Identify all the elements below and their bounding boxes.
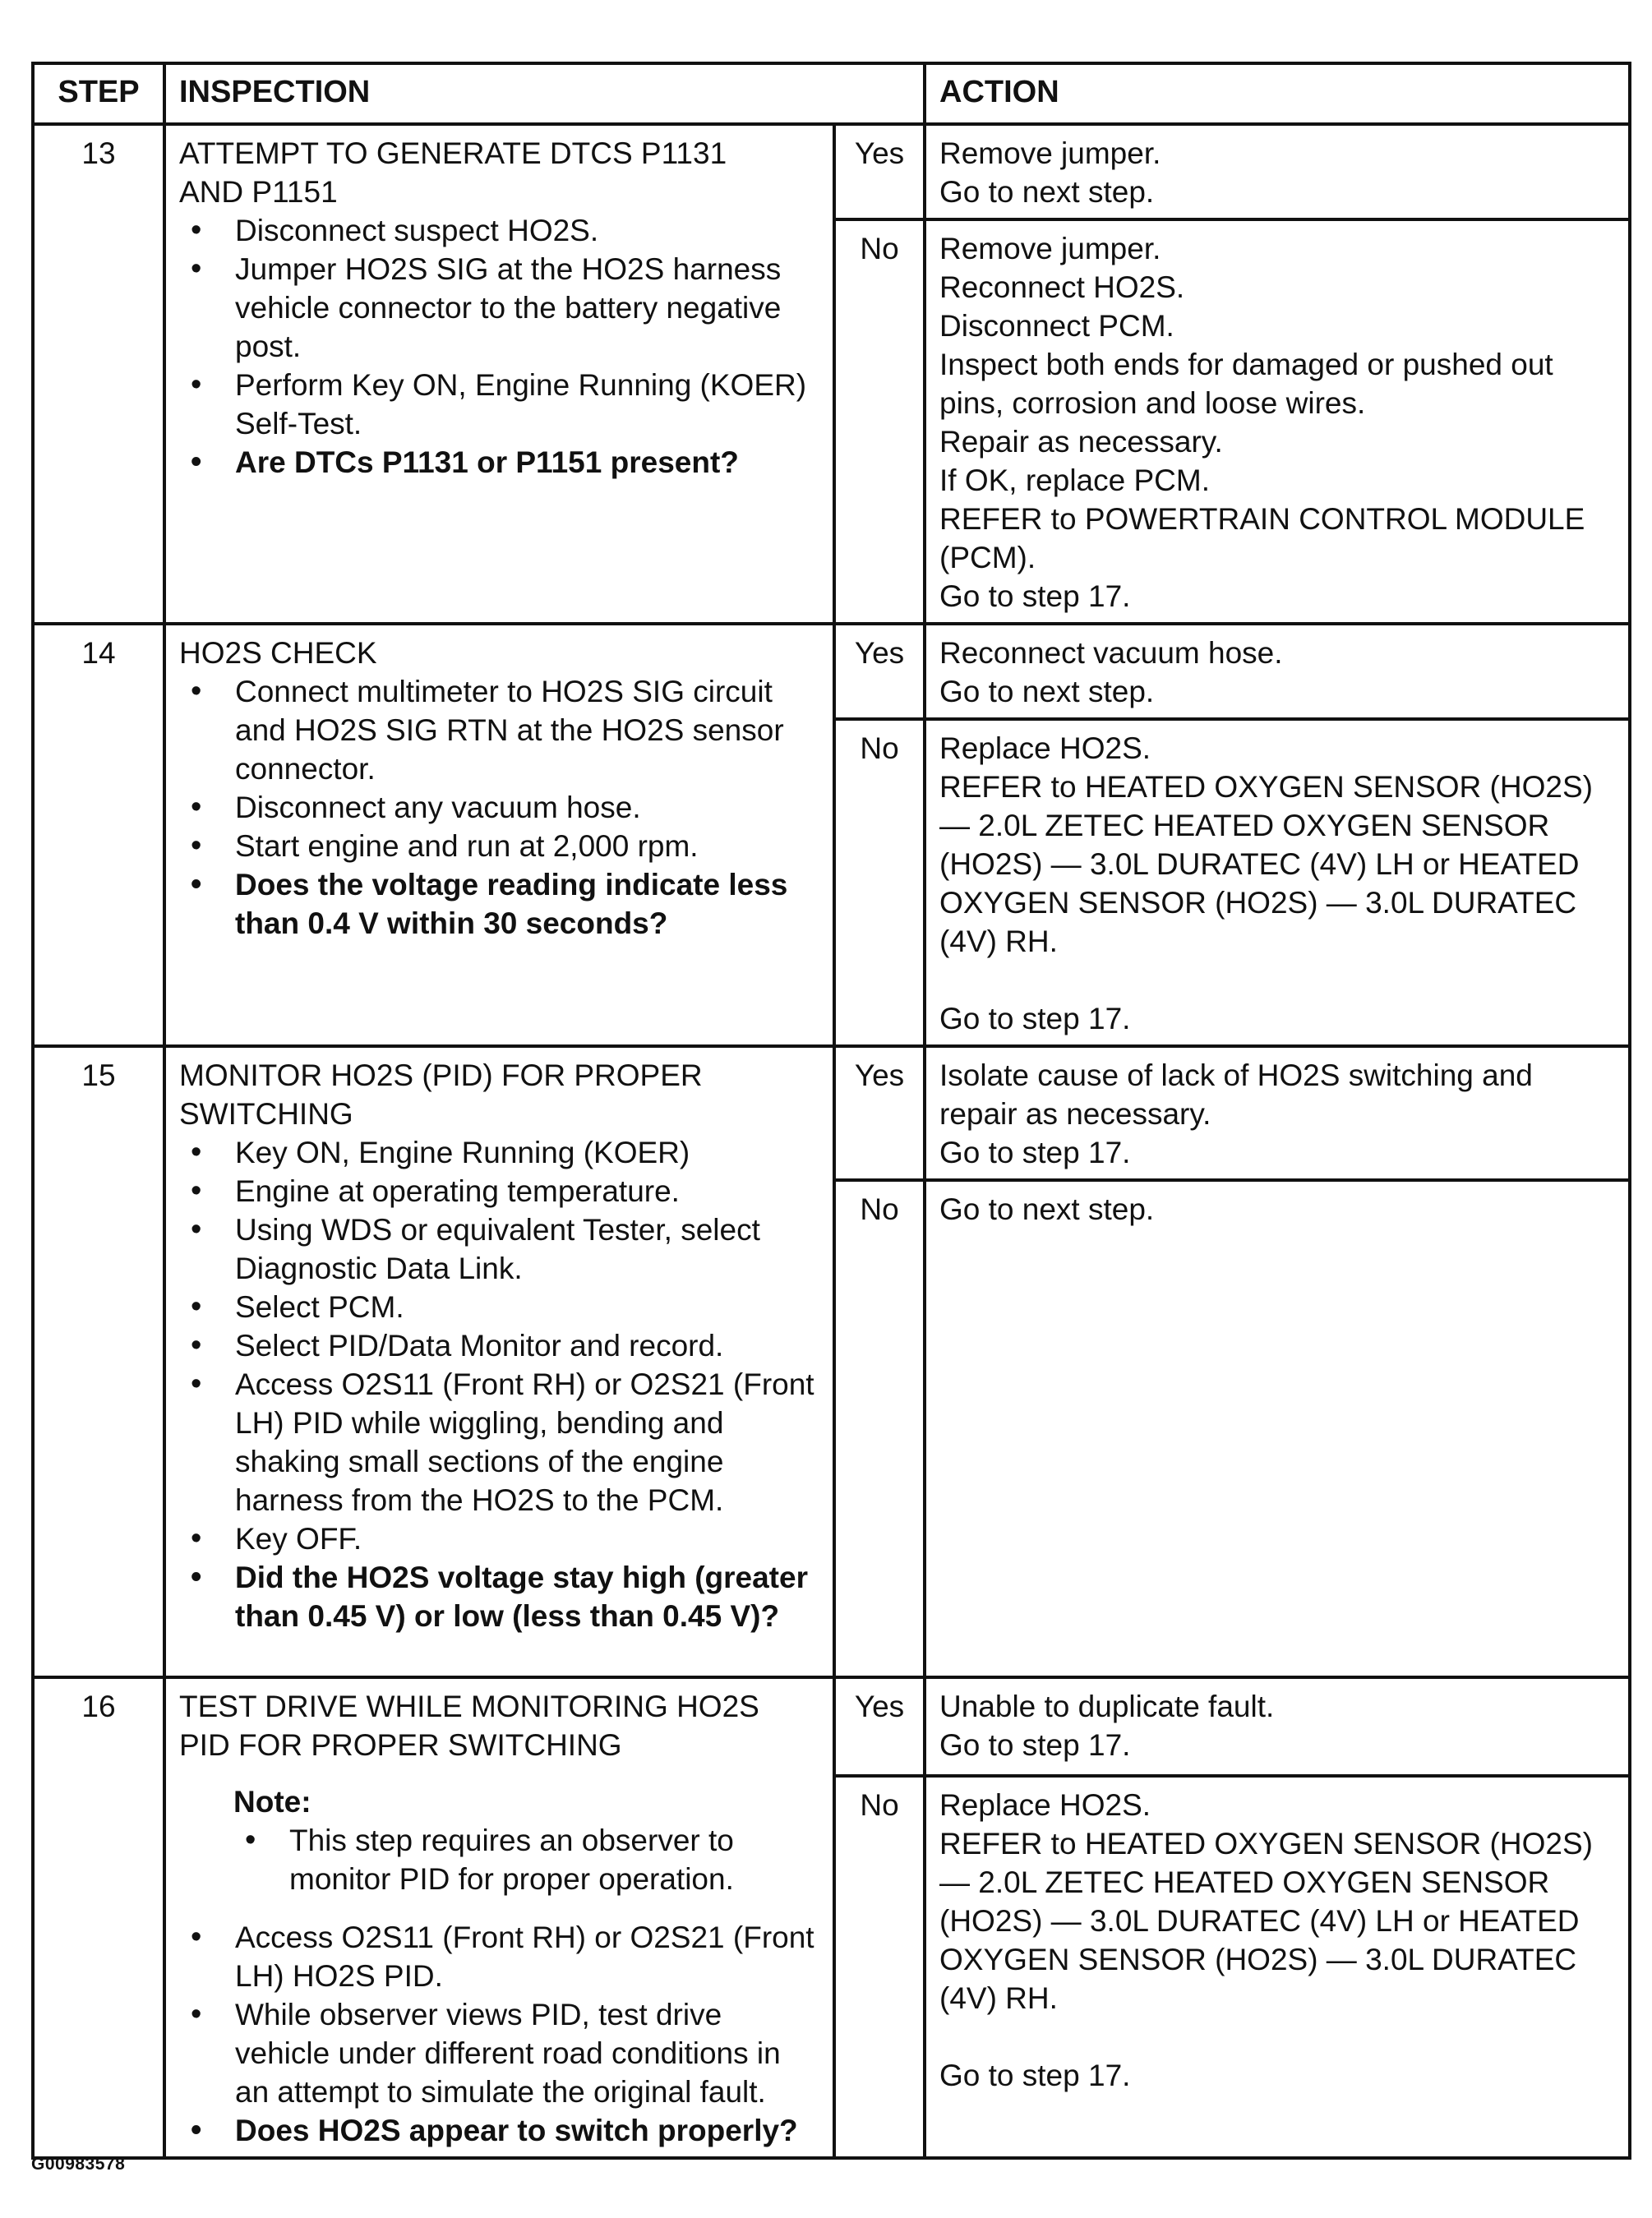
diagnostic-table xyxy=(31,62,1631,2160)
action-line: If OK, replace PCM. xyxy=(939,463,1210,497)
action-line: Go to next step. xyxy=(939,675,1155,708)
no-action xyxy=(925,1776,1630,2158)
inspection-bullets xyxy=(179,672,819,943)
step-number: 16 xyxy=(33,1677,164,2158)
inspection-title: SWITCHING xyxy=(179,1097,353,1131)
action-line xyxy=(939,2017,1615,2056)
inspection-bullet: • Using WDS or equivalent Tester, select Diagnostic Data Link. xyxy=(179,1210,819,1288)
step-number: 14 xyxy=(33,624,164,1046)
step-number: 13 xyxy=(33,124,164,624)
inspection-title: AND P1151 xyxy=(179,175,338,209)
no-label: No xyxy=(834,1180,925,1677)
no-action xyxy=(925,219,1630,624)
inspection-cell xyxy=(164,124,834,624)
inspection-bullet: • Start engine and run at 2,000 rpm. xyxy=(179,827,819,865)
inspection-question: • Does HO2S appear to switch properly? xyxy=(179,2111,819,2150)
action-line: Reconnect HO2S. xyxy=(939,270,1185,304)
inspection-question: • Does the voltage reading indicate less than 0.4 V within 30 seconds? xyxy=(179,865,819,943)
inspection-title: PID FOR PROPER SWITCHING xyxy=(179,1728,622,1762)
note-label: Note: xyxy=(233,1785,311,1819)
yes-action xyxy=(925,1677,1630,1776)
inspection-cell xyxy=(164,1677,834,2158)
action-line: Reconnect vacuum hose. xyxy=(939,636,1283,670)
yes-label: Yes xyxy=(834,624,925,719)
step-row xyxy=(33,124,1630,219)
yes-action xyxy=(925,124,1630,219)
note-block xyxy=(233,1782,819,1898)
inspection-bullet: • Engine at operating temperature. xyxy=(179,1172,819,1210)
no-label: No xyxy=(834,219,925,624)
figure-id: G00983578 xyxy=(31,2155,126,2174)
inspection-title: MONITOR HO2S (PID) FOR PROPER xyxy=(179,1058,703,1092)
action-line: Replace HO2S. xyxy=(939,731,1151,765)
action-line xyxy=(939,961,1615,999)
action-line: Go to step 17. xyxy=(939,1136,1131,1169)
inspection-bullet: • Perform Key ON, Engine Running (KOER) Self-Test. xyxy=(179,366,819,443)
inspection-bullet: • Disconnect suspect HO2S. xyxy=(179,211,819,250)
action-line: REFER to HEATED OXYGEN SENSOR (HO2S) — 2.0L ZETEC HEATED OXYGEN SENSOR (HO2S) — 3.0L DURATEC (4V) LH or HEATED OXYGEN SENSOR (HO2S) — 3.0L DURATEC (4V) RH. xyxy=(939,770,1593,958)
inspection-question: • Are DTCs P1131 or P1151 present? xyxy=(179,443,819,482)
inspection-bullet: • While observer views PID, test drive vehicle under different road conditions in an attempt to simulate the original fault. xyxy=(179,1995,819,2111)
inspection-bullet: • Jumper HO2S SIG at the HO2S harness vehicle connector to the battery negative post. xyxy=(179,250,819,366)
no-action xyxy=(925,1180,1630,1677)
action-line: Go to step 17. xyxy=(939,2058,1131,2092)
inspection-question: • Did the HO2S voltage stay high (greater than 0.45 V) or low (less than 0.45 V)? xyxy=(179,1558,819,1635)
action-line: Isolate cause of lack of HO2S switching and repair as necessary. xyxy=(939,1058,1533,1131)
inspection-bullet: • Key ON, Engine Running (KOER) xyxy=(179,1133,819,1172)
action-line: Remove jumper. xyxy=(939,136,1161,170)
inspection-bullets xyxy=(179,1133,819,1635)
action-line: Unable to duplicate fault. xyxy=(939,1690,1275,1723)
inspection-bullet: • Key OFF. xyxy=(179,1519,819,1558)
step-row xyxy=(33,1677,1630,1776)
action-line: Inspect both ends for damaged or pushed out pins, corrosion and loose wires. xyxy=(939,348,1553,420)
inspection-bullets xyxy=(179,1918,819,2150)
step-row xyxy=(33,1046,1630,1180)
action-line: REFER to HEATED OXYGEN SENSOR (HO2S) — 2.0L ZETEC HEATED OXYGEN SENSOR (HO2S) — 3.0L DURATEC (4V) LH or HEATED OXYGEN SENSOR (HO2S) — 3.0L DURATEC (4V) RH. xyxy=(939,1826,1593,2015)
step-header: STEP xyxy=(33,63,164,124)
action-line: Go to step 17. xyxy=(939,1728,1131,1762)
action-line: Replace HO2S. xyxy=(939,1787,1151,1822)
inspection-header: INSPECTION xyxy=(164,63,925,124)
action-line: Disconnect PCM. xyxy=(939,309,1174,343)
yes-label: Yes xyxy=(834,1046,925,1180)
yes-label: Yes xyxy=(834,1677,925,1776)
step-number: 15 xyxy=(33,1046,164,1677)
inspection-cell xyxy=(164,624,834,1046)
inspection-cell xyxy=(164,1046,834,1677)
inspection-bullet: • Select PID/Data Monitor and record. xyxy=(179,1326,819,1365)
inspection-bullets xyxy=(179,211,819,482)
action-line: Go to step 17. xyxy=(939,579,1131,613)
no-label: No xyxy=(834,719,925,1046)
inspection-title: ATTEMPT TO GENERATE DTCS P1131 xyxy=(179,136,727,170)
action-line: Repair as necessary. xyxy=(939,425,1223,459)
action-line: Go to step 17. xyxy=(939,1002,1131,1035)
no-label: No xyxy=(834,1776,925,2158)
yes-action xyxy=(925,624,1630,719)
action-line: REFER to POWERTRAIN CONTROL MODULE (PCM). xyxy=(939,502,1585,574)
inspection-bullet: • Select PCM. xyxy=(179,1288,819,1326)
inspection-bullet: • Connect multimeter to HO2S SIG circuit and HO2S SIG RTN at the HO2S sensor connector. xyxy=(179,672,819,788)
inspection-title: HO2S CHECK xyxy=(179,636,377,670)
inspection-title: TEST DRIVE WHILE MONITORING HO2S xyxy=(179,1690,759,1723)
action-line: Go to next step. xyxy=(939,1192,1155,1226)
step-row xyxy=(33,624,1630,719)
inspection-bullet: • Access O2S11 (Front RH) or O2S21 (Front LH) HO2S PID. xyxy=(179,1918,819,1995)
action-header: ACTION xyxy=(925,63,1630,124)
note-item: • This step requires an observer to monitor PID for proper operation. xyxy=(233,1821,819,1898)
note-list xyxy=(233,1821,819,1898)
inspection-bullet: • Disconnect any vacuum hose. xyxy=(179,788,819,827)
no-action xyxy=(925,719,1630,1046)
yes-action xyxy=(925,1046,1630,1180)
action-line: Remove jumper. xyxy=(939,232,1161,265)
inspection-bullet: • Access O2S11 (Front RH) or O2S21 (Front LH) PID while wiggling, bending and shaking small sections of the engine harness from the HO2S to the PCM. xyxy=(179,1365,819,1519)
header-row xyxy=(33,63,1630,124)
action-line: Go to next step. xyxy=(939,175,1155,209)
yes-label: Yes xyxy=(834,124,925,219)
